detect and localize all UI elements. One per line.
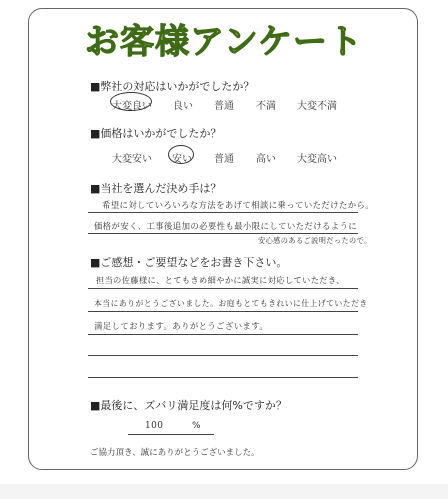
question-price: ■価格はいかがでしたか？ (90, 127, 222, 140)
q2-selected-circle (168, 145, 194, 164)
q3-rule-2 (88, 233, 358, 234)
satisfaction-rule (128, 434, 214, 435)
q1-option-good: 良い (173, 101, 193, 112)
q2-option-normal: 普通 (214, 154, 234, 165)
q4-rule-1 (88, 288, 358, 289)
q3-answer-line-2: 価格が安く、工事後追加の必要性も最小限にしていただけるように (94, 221, 358, 231)
question-reason: ■当社を選んだ決め手は？ (90, 182, 222, 195)
q2-option-very-cheap: 大変安い (112, 154, 152, 165)
thank-you-note: ご協力頂き、誠にありがとうございました。 (90, 448, 260, 458)
question-service: ■弊社の対応はいかがでしたか？ (90, 80, 255, 93)
survey-title: お客様アンケート (85, 22, 363, 62)
satisfaction-value: 100 (145, 421, 164, 431)
q4-rule-5 (88, 377, 358, 378)
satisfaction-unit: % (192, 421, 201, 431)
q4-rule-4 (88, 355, 358, 356)
q2-option-very-expensive: 大変高い (297, 154, 337, 165)
q4-answer-line-3: 満足しております。ありがとうございます。 (94, 321, 269, 331)
q1-selected-circle (110, 92, 152, 111)
q4-answer-line-2: 本当にありがとうございました。お庭もとてもきれいに仕上げていただき (94, 299, 368, 308)
q1-option-very-bad: 大変不満 (297, 101, 337, 112)
q4-rule-3 (88, 334, 358, 335)
question-comments: ■ご感想・ご要望などをお書き下さい。 (90, 256, 288, 269)
q1-option-normal: 普通 (214, 101, 234, 112)
q2-option-cheap: 安い (172, 154, 192, 165)
q3-answer-line-3: 安心感のあるご説明だったので。 (258, 236, 372, 245)
q1-option-bad: 不満 (256, 101, 276, 112)
q4-answer-line-1: 担当の佐藤様に、とてもきめ細やかに誠実に対応していただき、 (96, 275, 345, 285)
q3-rule-1 (88, 212, 358, 213)
q1-option-very-good: 大変良い (112, 101, 152, 112)
q3-answer-line-1: 希望に対していろいろな方法をあげて相談に乗っていただけたから。 (102, 200, 375, 210)
q2-option-expensive: 高い (256, 154, 276, 165)
q4-rule-2 (88, 311, 358, 312)
question-satisfaction: ■最後に、ズバリ満足度は何%ですか？ (90, 399, 287, 412)
bottom-band (0, 484, 448, 499)
